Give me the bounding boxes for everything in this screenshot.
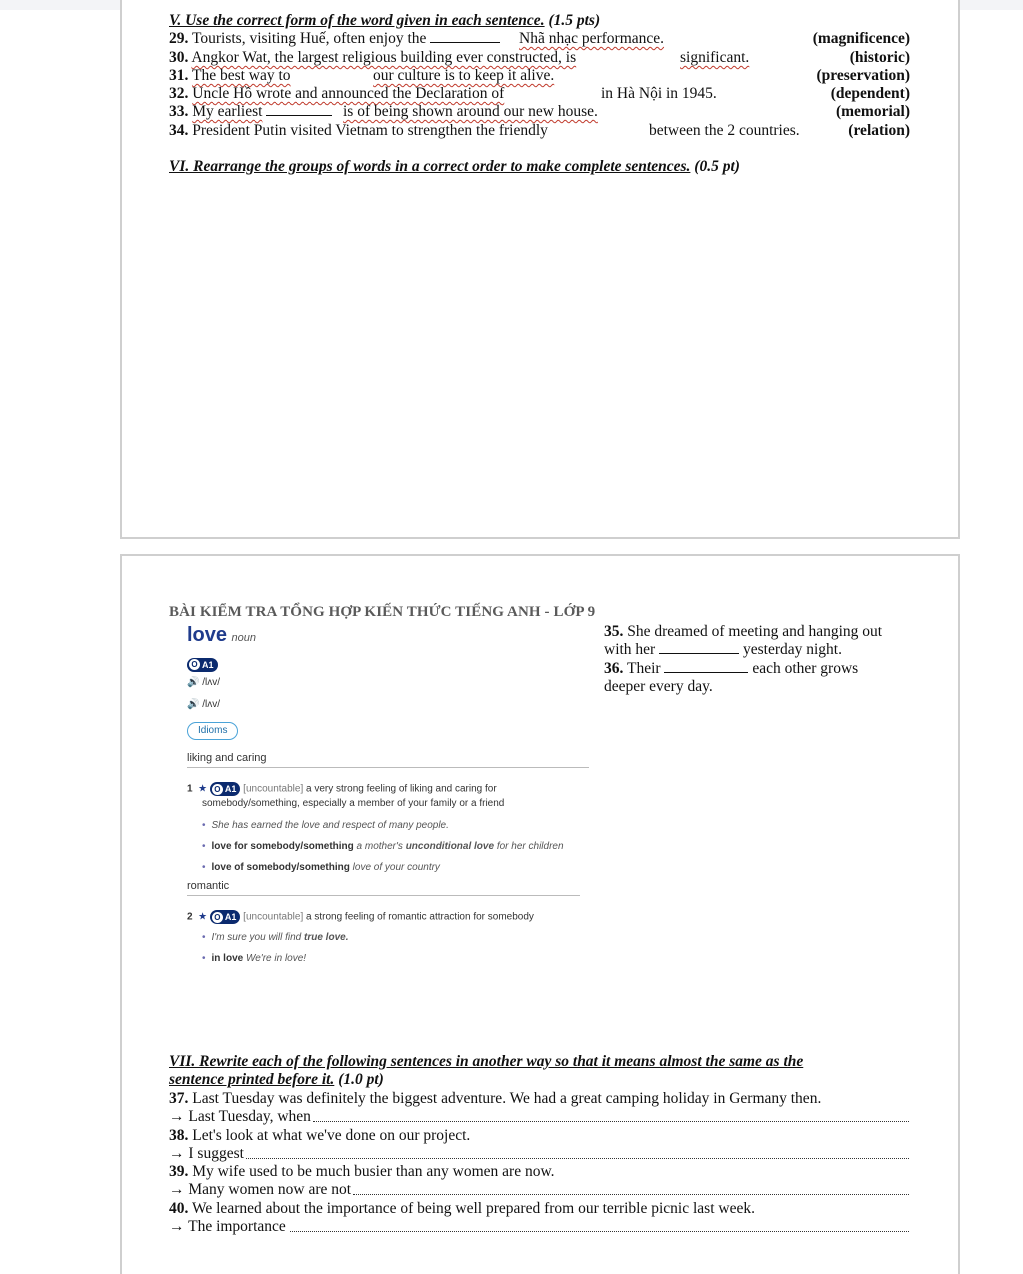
section-5-heading: V. Use the correct form of the word given in each sentence. (1.5 pts) <box>169 12 601 29</box>
question-39: 39. My wife used to be much busier than any women are now. <box>169 1163 555 1180</box>
sense1-example-1: • She has earned the love and respect of many people. <box>202 820 449 831</box>
sense1-def: 1 ★ O A1 [uncountable] a very strong feeling of liking and caring for <box>187 783 497 795</box>
sense2-rule <box>187 895 580 896</box>
sense2-example-1: • I'm sure you will find true love. <box>202 932 349 943</box>
word-34: (relation) <box>848 122 910 139</box>
question-31: 31. The best way to <box>169 67 291 84</box>
sense1-def-cont: somebody/something, especially a member of your family or a friend <box>202 798 505 809</box>
dict-pron-uk: 🔊 /lʌv/ <box>187 677 221 688</box>
section-7-heading: VII. Rewrite each of the following sentences in another way so that it means almost the same as the <box>169 1053 804 1070</box>
question-38: 38. Let's look at what we've done on our project. <box>169 1127 471 1144</box>
star-icon: ★ <box>198 783 208 795</box>
dict-pos: noun <box>231 632 256 644</box>
question-31-rest: our culture is to keep it alive. <box>373 67 555 84</box>
sense1-guide: liking and caring <box>187 752 267 764</box>
star-icon-2: ★ <box>198 911 208 923</box>
speaker-us-icon[interactable]: 🔊 <box>187 699 200 710</box>
sense2-def: 2 ★ O A1 [uncountable] a strong feeling of romantic attraction for somebody <box>187 911 534 923</box>
speaker-uk-icon[interactable]: 🔊 <box>187 677 200 688</box>
question-32: 32. Uncle Hồ wrote and announced the Declaration of <box>169 85 505 102</box>
word-31: (preservation) <box>816 67 910 84</box>
idioms-button[interactable]: Idioms <box>187 722 238 740</box>
answer-40[interactable]: → The importance <box>169 1218 909 1236</box>
question-35-cont: with her yesterday night. <box>604 641 842 658</box>
question-40: 40. We learned about the importance of being well prepared from our terrible picnic last week. <box>169 1200 755 1217</box>
question-29: 29. Tourists, visiting Huế, often enjoy the <box>169 30 500 48</box>
answer-38[interactable]: → I suggest <box>169 1145 909 1163</box>
sense1-example-3: • love of somebody/something love of your country <box>202 862 440 873</box>
sense2-example-2: • in love We're in love! <box>202 953 307 964</box>
word-33: (memorial) <box>835 103 910 120</box>
question-34-rest: between the 2 countries. <box>649 122 800 139</box>
question-35: 35. She dreamed of meeting and hanging out <box>604 623 883 640</box>
question-36-cont: deeper every day. <box>604 678 713 695</box>
question-33: 33. My earliest <box>169 103 332 121</box>
answer-39[interactable]: → Many women now are not <box>169 1181 909 1199</box>
sense2-guide: romantic <box>187 880 230 892</box>
dict-pron-us: 🔊 /lʌv/ <box>187 699 221 710</box>
dict-headword: love <box>187 624 228 646</box>
dict-level-badge: O A1 <box>187 654 218 672</box>
question-36: 36. Their each other grows <box>604 660 859 677</box>
section-6-heading: VI. Rearrange the groups of words in a correct order to make complete sentences. (0.5 pt) <box>169 158 740 175</box>
question-37: 37. Last Tuesday was definitely the biggest adventure. We had a great camping holiday in Germany then. <box>169 1090 822 1107</box>
word-30: (historic) <box>849 49 910 66</box>
question-29-rest: Nhã nhạc performance. <box>519 30 665 47</box>
section-7-heading-2: sentence printed before it. (1.0 pt) <box>169 1071 384 1088</box>
dict-headword-line <box>187 624 256 647</box>
sense1-example-2: • love for somebody/something a mother's unconditional love for her children <box>202 841 564 852</box>
word-29: (magnificence) <box>812 30 910 47</box>
answer-37[interactable]: → Last Tuesday, when <box>169 1108 909 1126</box>
question-30-rest: significant. <box>680 49 750 66</box>
question-34: 34. President Putin visited Vietnam to strengthen the friendly <box>169 122 548 139</box>
page-2-title: BÀI KIỂM TRA TỔNG HỢP KIẾN THỨC TIẾNG ANH - LỚP 9 <box>169 604 596 620</box>
question-33-rest: is of being shown around our new house. <box>343 103 598 120</box>
question-32-rest: in Hà Nội in 1945. <box>601 85 717 102</box>
question-30: 30. Angkor Wat, the largest religious building ever constructed, is <box>169 49 577 66</box>
sense1-rule <box>187 767 589 768</box>
word-32: (dependent) <box>830 85 910 102</box>
